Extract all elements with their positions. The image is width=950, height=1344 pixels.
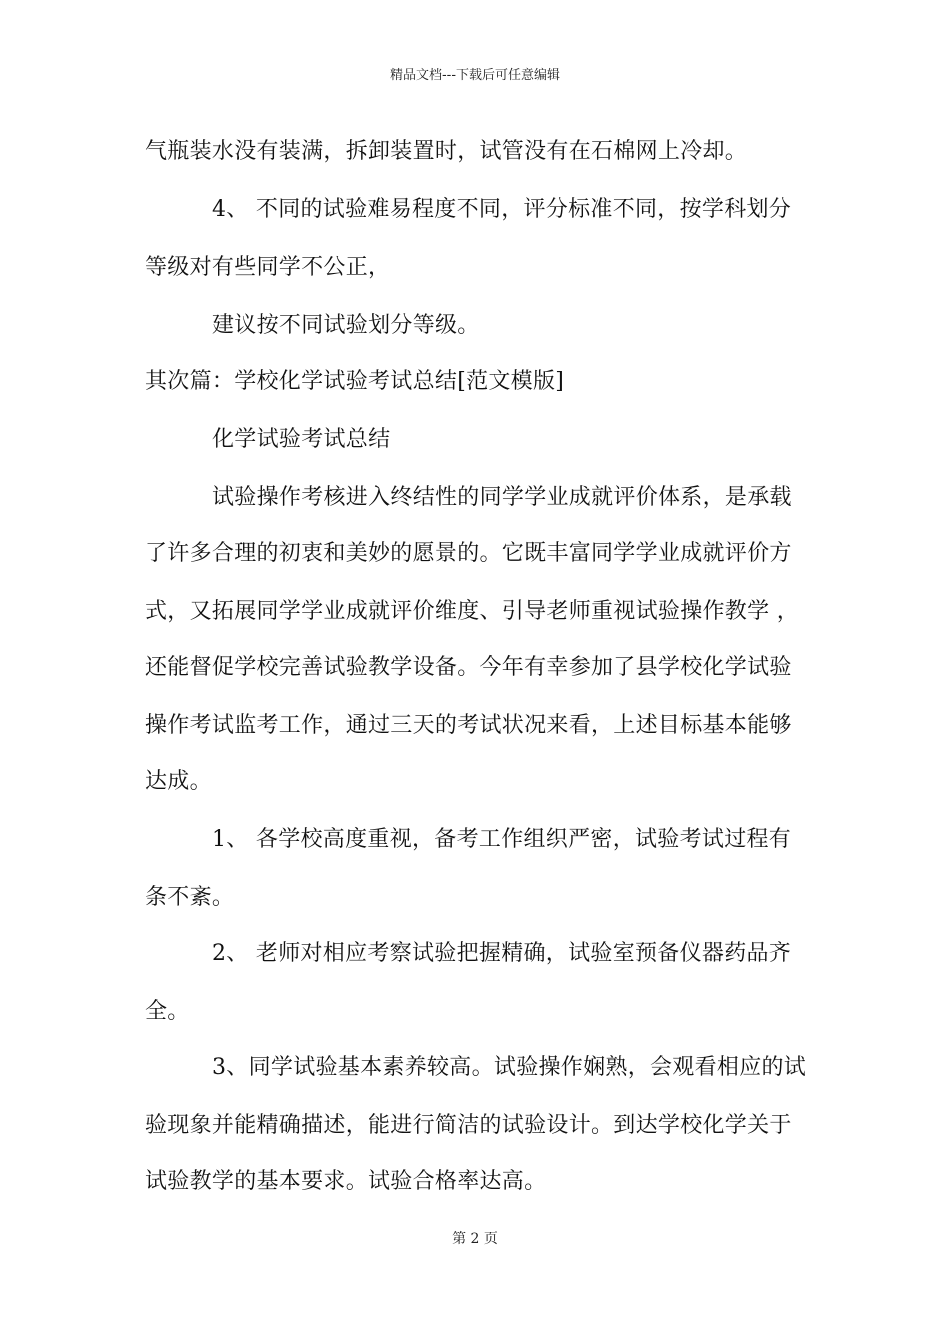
body-line: 气瓶装水没有装满，拆卸装置时，试管没有在石棉网上冷却。 bbox=[145, 139, 748, 164]
body-line: 式，又拓展同学学业成就评价维度、引导老师重视试验操作教学 ， bbox=[145, 599, 799, 624]
page-header: 精品文档---下载后可任意编辑 bbox=[389, 68, 561, 83]
body-line: 1、 各学校高度重视，备考工作组织严密，试验考试过程有 bbox=[212, 827, 792, 852]
body-line: 2、 老师对相应考察试验把握精确，试验室预备仪器药品齐 bbox=[212, 941, 792, 966]
body-line: 3、同学试验基本素养较高。试验操作娴熟，会观看相应的试 bbox=[212, 1055, 807, 1080]
body-line: 全。 bbox=[145, 999, 190, 1024]
section-heading: 其次篇：学校化学试验考试总结[范文模版] bbox=[145, 369, 565, 394]
body-line: 试验操作考核进入终结性的同学学业成就评价体系，是承载 bbox=[212, 485, 792, 510]
body-line: 还能督促学校完善试验教学设备。今年有幸参加了县学校化学试验 bbox=[145, 655, 792, 680]
body-line: 验现象并能精确描述，能进行简洁的试验设计。到达学校化学关于 bbox=[145, 1113, 792, 1138]
body-line: 试验教学的基本要求。试验合格率达高。 bbox=[145, 1169, 547, 1194]
body-line: 操作考试监考工作，通过三天的考试状况来看，上述目标基本能够 bbox=[145, 713, 792, 738]
body-line: 建议按不同试验划分等级。 bbox=[212, 313, 480, 338]
body-line: 条不紊。 bbox=[145, 885, 235, 910]
body-line: 4、 不同的试验难易程度不同，评分标准不同，按学科划分 bbox=[212, 197, 792, 222]
body-line: 等级对有些同学不公正， bbox=[145, 255, 391, 280]
body-line: 达成。 bbox=[145, 769, 212, 794]
section-title: 化学试验考试总结 bbox=[212, 427, 391, 452]
body-line: 了许多合理的初衷和美妙的愿景的。它既丰富同学学业成就评价方 bbox=[145, 541, 792, 566]
page-number: 第 2 页 bbox=[452, 1231, 498, 1247]
